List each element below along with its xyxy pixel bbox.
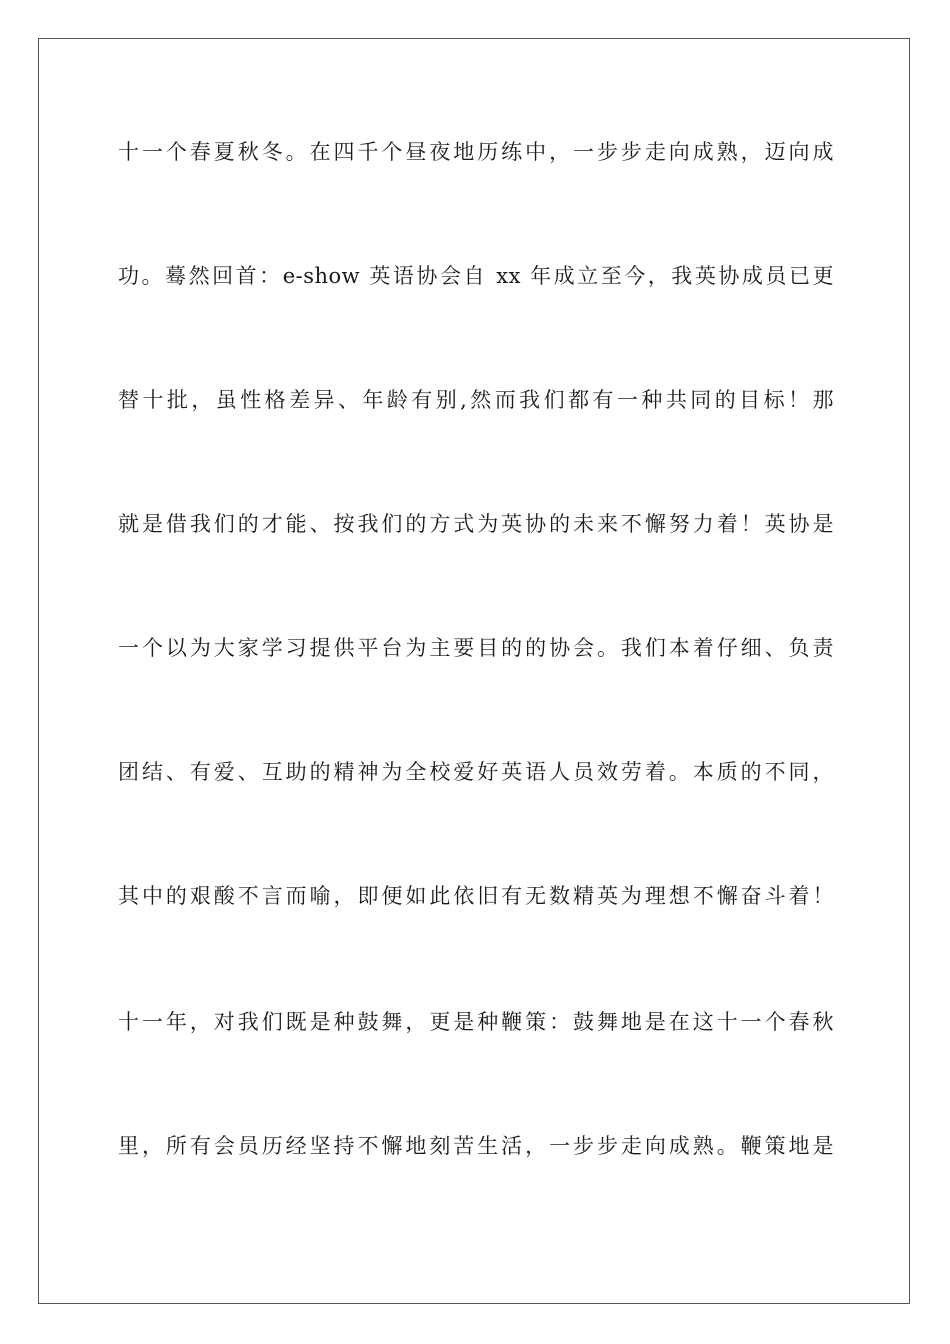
paragraph-line-3: 替十批，虽性格差异、年龄有别,然而我们都有一种共同的目标！那 [118, 388, 834, 412]
paragraph-line-8: 十一年，对我们既是种鼓舞，更是种鞭策：鼓舞地是在这十一个春秋 [118, 1010, 834, 1034]
paragraph-line-9: 里，所有会员历经坚持不懈地刻苦生活，一步步走向成熟。鞭策地是 [118, 1134, 834, 1158]
paragraph-line-4: 就是借我们的才能、按我们的方式为英协的未来不懈努力着！英协是 [118, 512, 834, 536]
page-border [38, 38, 910, 1304]
paragraph-line-1: 十一个春夏秋冬。在四千个昼夜地历练中，一步步走向成熟，迈向成 [118, 140, 834, 164]
paragraph-line-7: 其中的艰酸不言而喻，即便如此依旧有无数精英为理想不懈奋斗着！ [118, 884, 834, 908]
paragraph-line-5: 一个以为大家学习提供平台为主要目的的协会。我们本着仔细、负责 [118, 636, 834, 660]
paragraph-line-6: 团结、有爱、互助的精神为全校爱好英语人员效劳着。本质的不同， [118, 760, 834, 784]
paragraph-line-2: 功。蓦然回首：e-show 英语协会自 xx 年成立至今，我英协成员已更 [118, 264, 834, 288]
